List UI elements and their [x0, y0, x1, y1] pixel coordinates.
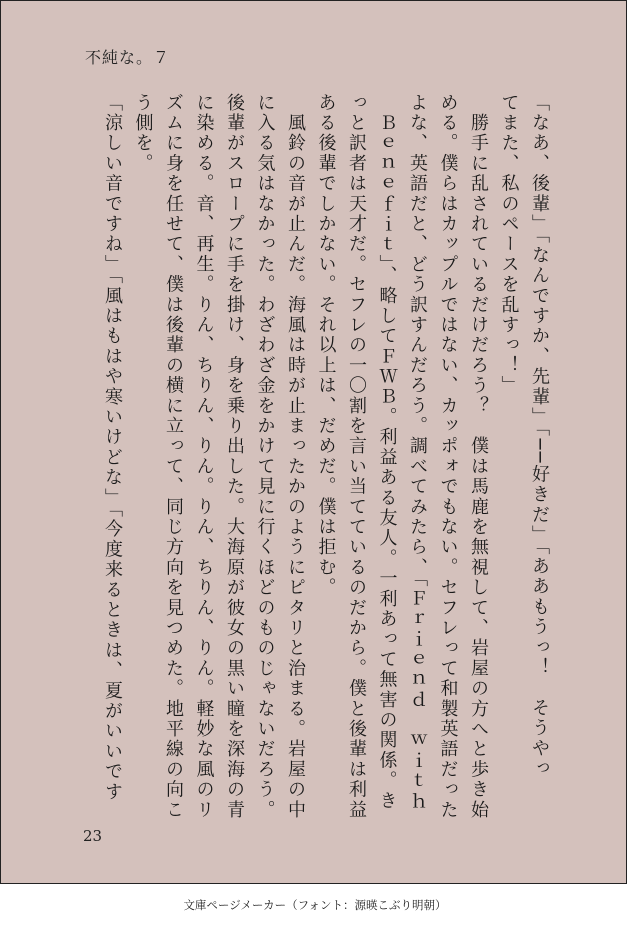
text-line: 「涼しい音ですね」「風はもはや寒いけどな」「今度来るときは、夏がいいです	[102, 93, 123, 803]
text-line: Ｂｅｎｅｆｉｔ」、略してＦＷＢ。利益ある友人。一利あって無害の関係。き	[376, 93, 398, 812]
text-line: ズムに身を任せて、僕は後輩の横に立って、同じ方向を見つめた。地平線の向こ	[163, 93, 184, 821]
text-line: に染める。音、再生。りん、ちりん、りん。りん、ちりん、りん。軽妙な風のリ	[193, 93, 215, 821]
footer-credit: 文庫ページメーカー（フォント：源暎こぶり明朝）	[183, 898, 447, 912]
text-line: 後輩がスロープに手を掛け、身を乗り出した。大海原が彼女の黒い瞳を深海の青	[224, 93, 245, 821]
text-line: 風鈴の音が止んだ。海風は時が止まったかのようにピタリと治まる。岩屋の中	[285, 93, 306, 821]
text-line: ある後輩でしかない。それ以上は、だめだ。僕は拒む。	[315, 93, 337, 598]
chapter-title: 不純な。７	[85, 48, 171, 67]
text-line: てまた、私のペースを乱すっ！」	[498, 93, 520, 396]
text-line: よな、英語だと、どう訳すんだろう。調べてみたら、「Ｆｒｉｅｎｄ ｗｉｔｈ	[407, 93, 428, 812]
text-line: める。僕らはカップルではない、カッポォでもない。セフレって和製英語だった	[437, 93, 459, 821]
vertical-body-text	[74, 93, 554, 823]
text-line: っと訳者は天才だ。セフレの一〇割を言い当てているのだから。僕と後輩は利益	[346, 93, 367, 821]
text-line: 勝手に乱されているだけだろう？ 僕は馬鹿を無視して、岩屋の方へと歩き始	[468, 93, 489, 821]
text-line: に入る気はなかった。わざわざ金をかけて見に行くほどのものじゃないだろう。	[254, 93, 276, 821]
text-line: う側を。	[132, 93, 154, 174]
page-number: 23	[83, 827, 103, 845]
text-line: 「なあ、後輩」「なんですか、先輩」「──好きだ」「ああもうっ！ そうやっ	[529, 93, 550, 779]
